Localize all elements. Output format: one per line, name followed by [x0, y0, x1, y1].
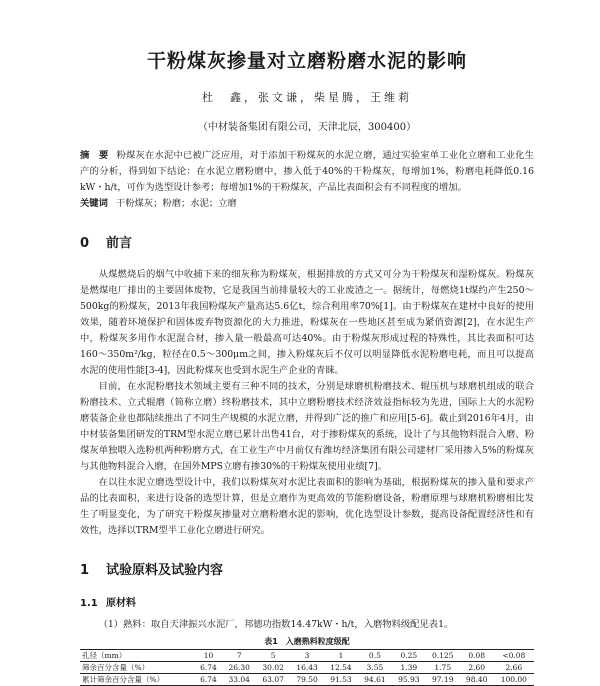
author-list: 杜 鑫，张文谦，柴星腾，王维莉 [202, 91, 412, 104]
table-cell: 12.54 [324, 662, 358, 674]
clinker-paragraph: （1）熟料：取自天津振兴水泥厂，邦德功指数14.47kW・h/t，入磨物料级配见表1。 [98, 619, 454, 630]
table-header-cell: 0.08 [460, 650, 494, 662]
table-row-label: 筛余百分含量（%） [80, 662, 195, 674]
section-heading-materials [80, 559, 534, 578]
table-cell: 98.40 [460, 674, 494, 686]
table-cell: 97.19 [426, 674, 460, 686]
abstract-text: 粉煤灰在水泥中已被广泛应用，对于添加干粉煤灰的水泥立磨，通过实验室单工业化立磨和工业化生产的分析，得到如下结论：在水泥立磨粉磨中，掺入低于40%的干粉煤灰，每增加1%，粉磨电耗降低0.16 kW・h/t，可作为选型设计参考；每增加1%的干粉煤灰，产品比表面积会有不同程度的增加。 [80, 150, 534, 193]
section-title: 前言 [106, 236, 133, 251]
table-row-label: 累计筛余百分含量（%） [80, 674, 195, 686]
table-header-cell: 0.25 [392, 650, 426, 662]
paper-title: 干粉煤灰掺量对立磨粉磨水泥的影响 [146, 50, 467, 72]
subsection-title: 原材料 [106, 598, 136, 609]
table-header-row [80, 650, 534, 662]
table-cell: 6.74 [195, 662, 223, 674]
table-header-cell: 7 [222, 650, 256, 662]
clinker-gradation-table [80, 649, 534, 686]
table-cell: 26.30 [222, 662, 256, 674]
table-cell: 2.60 [460, 662, 494, 674]
intro-paragraph-1: 从煤燃烧后的烟气中收捕下来的细灰称为粉煤灰，根据排放的方式又可分为干粉煤灰和湿粉煤灰。粉煤灰是燃煤电厂排出的主要固体废物，它是我国当前排量较大的工业废渣之一。据统计，每燃烧1t煤约产生250～500kg的粉煤灰，2013年我国粉煤灰产量高达5.6亿t，综合利用率70%[1]。由于粉煤灰在建材中良好的使用效果，随着环境保护和固体废弃物资源化的大力推进，粉煤灰在一些地区甚至成为紧俏资源[2]，在水泥生产中，粉煤灰多用作水泥混合材，掺入量一般最高可达40%。由于粉煤灰形成过程的特殊性，其比表面积可达160～350m²/kg，粒径在0.5～300μm之间，掺入粉煤灰后不仅可以明显降低水泥粉磨电耗，而且可以提高水泥的使用性能[3-4]，因此粉煤灰也受到水泥生产企业的青睐。 [80, 269, 534, 376]
table-cell: 1.39 [392, 662, 426, 674]
subsection-number: 1.1 [80, 598, 98, 609]
abstract [80, 148, 534, 196]
abstract-label: 摘 要 [80, 150, 109, 161]
table-caption: 表1 入磨熟料粒度级配 [264, 637, 350, 646]
table-header-cell: 3 [290, 650, 324, 662]
table-cell: 33.04 [222, 674, 256, 686]
table-header-cell: 10 [195, 650, 223, 662]
table-header-cell: 5 [256, 650, 290, 662]
subsection-heading-raw-materials [80, 594, 534, 609]
keywords [80, 196, 534, 212]
table-cell: 91.53 [324, 674, 358, 686]
intro-paragraph-2: 目前，在水泥粉磨技术领域主要有三种不同的技术，分别是球磨机粉磨技术、辊压机与球磨机组成的联合粉磨技术、立式辊磨（简称立磨）终粉磨技术，其中立磨粉磨技术经济效益指标较为先进，国际上大的水泥粉磨装备企业也都陆续推出了不同生产规模的水泥立磨，并得到广泛的推广和应用[5-6]。截止到2016年4月，由中材装备集团研发的TRM型水泥立磨已累计出售41台，对于掺粉煤灰的系统，设计了与其他物料混合入磨、粉煤灰单独喂入选粉机两种粉磨方式，在工业生产中月前仅有潍坊经济集团有限公司建材厂采用掺入5%的粉煤灰与其他物料混合入磨，在国外MPS立磨有掺30%的干粉煤灰使用业绩[7]。 [80, 381, 534, 472]
table-cell: 95.93 [392, 674, 426, 686]
section-number: 1 [80, 563, 90, 578]
intro-paragraph-3: 在以往水泥立磨选型设计中，我们以粉煤灰对水泥比表面积的影响为基础，根据粉煤灰的掺入量和要求产品的比表面积，来进行设备的选型计算，但是立磨作为更高效的节能粉磨设备，粉磨原理与球磨机粉磨相比发生了明显变化，为了研究干粉煤灰掺量对立磨粉磨水泥的影响，优化选型设计参数，提高设备配置经济性和有效性，选择以TRM型半工业化立磨进行研究。 [80, 477, 534, 536]
table-cell: 6.74 [195, 674, 223, 686]
table-header-cell: 0.5 [358, 650, 392, 662]
table-cell: 1.75 [426, 662, 460, 674]
table-header-cell: 1 [324, 650, 358, 662]
table-cell: 63.07 [256, 674, 290, 686]
keywords-text: 干粉煤灰；粉磨；水泥；立磨 [115, 198, 237, 209]
table-cell: 3.55 [358, 662, 392, 674]
table-header-cell: 0.125 [426, 650, 460, 662]
affiliation: （中材装备集团有限公司，天津北辰，300400） [197, 122, 417, 133]
section-title: 试验原料及试验内容 [106, 563, 224, 578]
table-cell: 16.43 [290, 662, 324, 674]
table-cell: 79.50 [290, 674, 324, 686]
table-cell: 94.61 [358, 674, 392, 686]
table-header-cell: <0.08 [494, 650, 534, 662]
table-cell: 100.00 [494, 674, 534, 686]
table-row [80, 662, 534, 674]
table-cell: 2.66 [494, 662, 534, 674]
section-heading-intro [80, 232, 534, 251]
section-number: 0 [80, 236, 90, 251]
table-row [80, 674, 534, 686]
table-cell: 30.02 [256, 662, 290, 674]
keywords-label: 关键词 [80, 198, 108, 209]
table-header-cell: 孔径（mm） [80, 650, 195, 662]
